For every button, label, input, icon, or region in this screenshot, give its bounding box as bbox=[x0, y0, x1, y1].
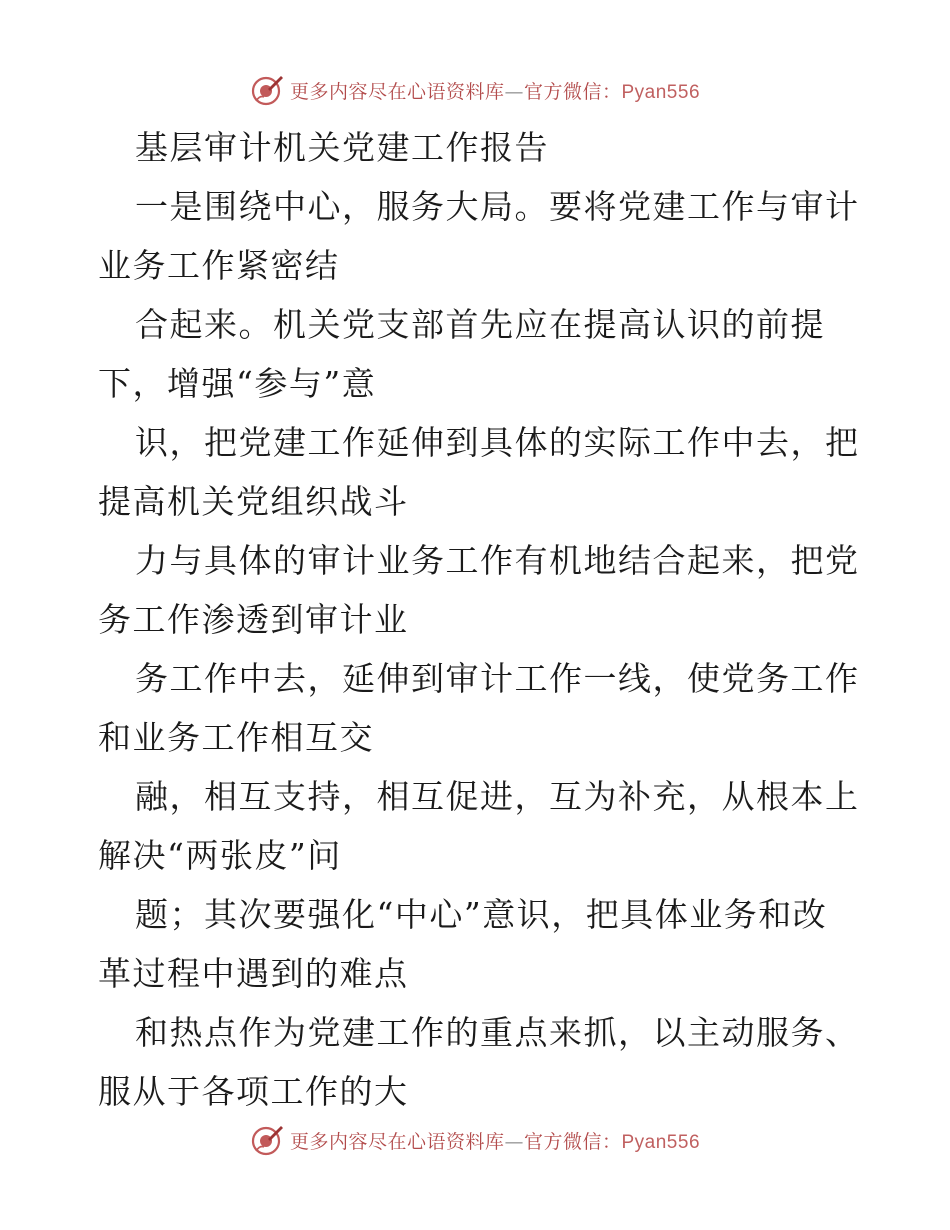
watermark-text bbox=[290, 77, 700, 104]
text-line: 和热点作为党建工作的重点来抓，以主动服务、 bbox=[135, 1013, 860, 1052]
footer-watermark bbox=[0, 1120, 950, 1160]
watermark-separator: — bbox=[504, 1130, 524, 1153]
text-line: 力与具体的审计业务工作有机地结合起来，把党 bbox=[135, 541, 860, 580]
watermark-id: Pyan556 bbox=[621, 1131, 701, 1153]
watermark-text bbox=[290, 1127, 700, 1154]
text-line: 融，相互支持，相互促进，互为补充，从根本上 bbox=[135, 777, 860, 816]
text-line: 业务工作紧密结 bbox=[98, 246, 340, 285]
text-line: 题；其次要强化“中心”意识，把具体业务和改 bbox=[135, 895, 828, 934]
text-line: 合起来。机关党支部首先应在提高认识的前提 bbox=[135, 305, 825, 344]
document-title: 基层审计机关党建工作报告 bbox=[135, 128, 549, 167]
text-line: 下，增强“参与”意 bbox=[98, 364, 377, 403]
text-line: 务工作渗透到审计业 bbox=[98, 600, 409, 639]
header-watermark bbox=[0, 70, 950, 110]
watermark-suffix: 官方微信： bbox=[523, 1130, 622, 1153]
watermark-separator: — bbox=[504, 80, 524, 103]
watermark-suffix: 官方微信： bbox=[523, 80, 622, 103]
text-line: 一是围绕中心，服务大局。要将党建工作与审计 bbox=[135, 187, 860, 226]
document-body bbox=[98, 118, 858, 1121]
text-line: 提高机关党组织战斗 bbox=[98, 482, 409, 521]
text-line: 服从于各项工作的大 bbox=[98, 1072, 409, 1111]
watermark-brand: 更多内容尽在心语资料库 bbox=[289, 80, 505, 103]
text-line: 革过程中遇到的难点 bbox=[98, 954, 409, 993]
pen-logo-icon bbox=[250, 73, 284, 107]
watermark-id: Pyan556 bbox=[621, 81, 701, 103]
watermark-brand: 更多内容尽在心语资料库 bbox=[289, 1130, 505, 1153]
pen-logo-icon bbox=[250, 1123, 284, 1157]
text-line: 解决“两张皮”问 bbox=[98, 836, 342, 875]
text-line: 识，把党建工作延伸到具体的实际工作中去，把 bbox=[135, 423, 860, 462]
text-line: 务工作中去，延伸到审计工作一线，使党务工作 bbox=[135, 659, 860, 698]
text-line: 和业务工作相互交 bbox=[98, 718, 374, 757]
